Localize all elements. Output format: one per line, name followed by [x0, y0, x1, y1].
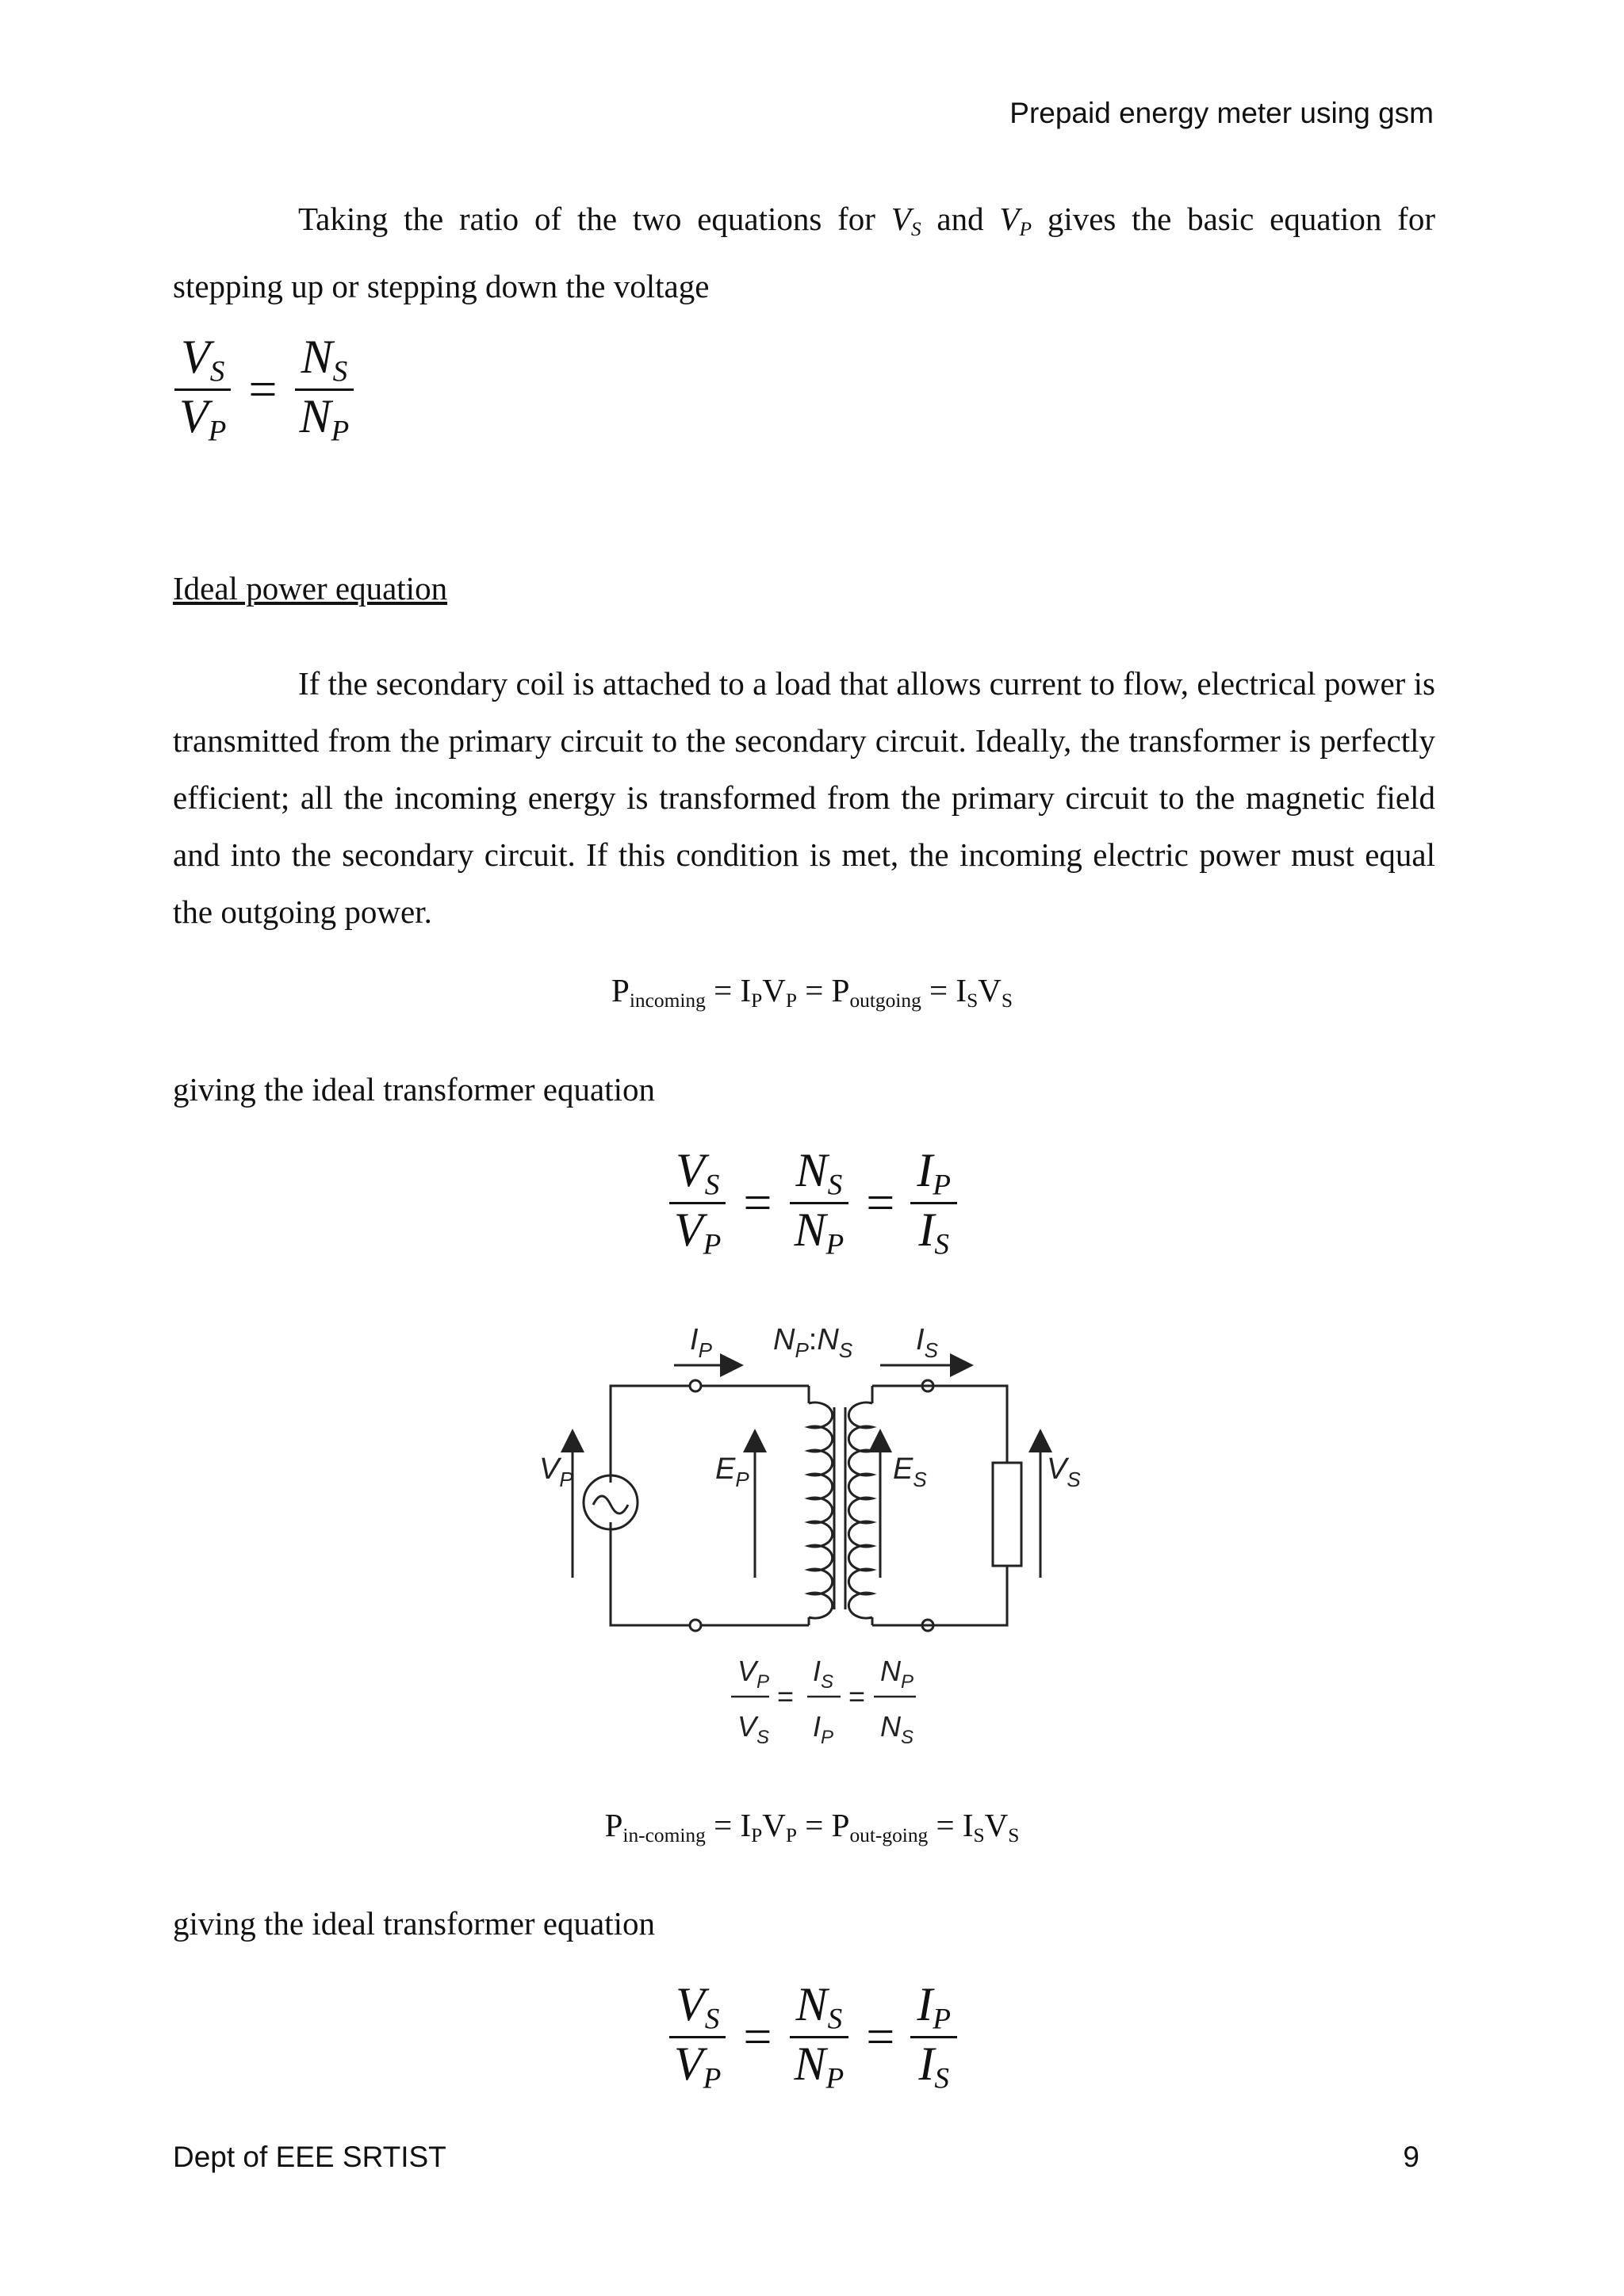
giving-text-2: giving the ideal transformer equation — [173, 1905, 655, 1942]
power-paragraph: If the secondary coil is attached to a load that allows current to flow, electrical power is transmitted from the primary circuit to the secondary circuit. Ideally, the transformer is perfectly efficient; all the incoming energy is transformed from the primary circuit to the magnetic field and into the secondary circuit. If this condition is met, the incoming electric power must equal the outgoing power. — [173, 665, 1435, 930]
formula-vs: $V_S$ — [737, 1710, 770, 1748]
label-vp: $V_P$ — [539, 1452, 573, 1491]
label-turns-ratio: $N_P:N_S$ — [773, 1323, 853, 1362]
formula-ip: $I_P$ — [813, 1710, 834, 1748]
ideal-transformer-equation-1: $\frac{V_S}{V_P}$ = $\frac{N_S}{N_P}$ = $\frac{I_P}{I_S}$ — [668, 1145, 957, 1261]
page-number: 9 — [1403, 2141, 1419, 2173]
running-header: Prepaid energy meter using gsm — [1009, 97, 1434, 129]
power-equation-2: $P_{in-coming} = I_PV_P = P_{out-going} = I_SV_S$ — [604, 1807, 1020, 1847]
label-ep: $E_P$ — [715, 1452, 749, 1491]
giving-text-1: giving the ideal transformer equation — [173, 1071, 655, 1108]
label-es: $E_S$ — [893, 1452, 927, 1491]
voltage-ratio-equation: $\frac{V_S}{V_P}$ = $\frac{N_S}{N_P}$ — [173, 331, 355, 447]
label-vs: $V_S$ — [1047, 1452, 1081, 1491]
formula-vp: $V_P$ — [737, 1655, 770, 1693]
formula-ns: $N_S$ — [880, 1710, 914, 1748]
label-ip: $I_P$ — [690, 1323, 712, 1362]
formula-np: $N_P$ — [880, 1655, 914, 1693]
intro-paragraph: Taking the ratio of the two equations for $V_S$ and $V_P$ gives the basic equation for stepping up or stepping down the voltage — [173, 201, 1435, 305]
transformer-circuit-diagram — [508, 1316, 1110, 1760]
ideal-transformer-equation-2: $\frac{V_S}{V_P}$ = $\frac{N_S}{N_P}$ = $\frac{I_P}{I_S}$ — [668, 1979, 957, 2095]
formula-eq-1: = — [777, 1680, 795, 1712]
label-is: $I_S$ — [916, 1323, 938, 1362]
section-heading: Ideal power equation — [173, 570, 448, 607]
formula-is: $I_S$ — [813, 1655, 834, 1693]
formula-eq-2: = — [848, 1680, 866, 1712]
power-equation-1: $P_{incoming} = I_PV_P = P_{outgoing} = I_SV_S$ — [611, 972, 1013, 1012]
footer-dept: Dept of EEE SRTIST — [173, 2141, 446, 2173]
